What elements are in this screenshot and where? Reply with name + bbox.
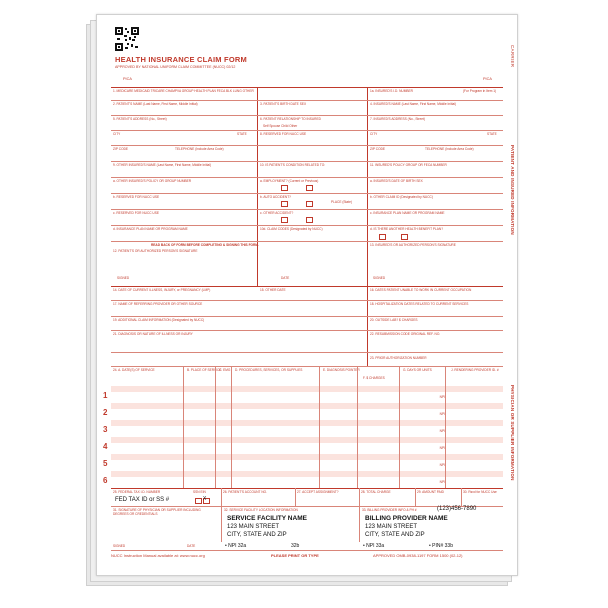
field-15: 15. OTHER DATE <box>260 288 286 292</box>
field-18: 18. HOSPITALIZATION DATES RELATED TO CURRENT SERVICES <box>370 302 469 306</box>
field-27: 27. ACCEPT ASSIGNMENT? <box>297 490 339 494</box>
field-1a-note: (For Program in Item 1) <box>463 89 497 93</box>
field-10: 10. IS PATIENT'S CONDITION RELATED TO: <box>260 163 326 167</box>
field-16: 16. DATES PATIENT UNABLE TO WORK IN CURRENT OCCUPATION <box>370 288 472 292</box>
physician-supplier-sidebar: PHYSICIAN OR SUPPLIER INFORMATION <box>510 385 515 481</box>
field-33: 33. BILLING PROVIDER INFO & PH # <box>362 508 417 512</box>
field-24b: B. PLACE OF SERVICE <box>187 368 222 372</box>
billing-name: BILLING PROVIDER NAME <box>365 515 448 522</box>
field-17: 17. NAME OF REFERRING PROVIDER OR OTHER SOURCE <box>113 302 203 306</box>
field-14: 14. DATE OF CURRENT ILLNESS, INJURY, or PREGNANCY (LMP) <box>113 288 211 292</box>
field-11c: c. INSURANCE PLAN NAME OR PROGRAM NAME <box>370 211 445 215</box>
ssn-checkbox-x: X <box>203 496 207 502</box>
field-24g: G. DAYS OR UNITS <box>403 368 432 372</box>
print-footer: PLEASE PRINT OR TYPE <box>271 553 319 558</box>
omb-footer: APPROVED OMB-0938-1197 FORM 1500 (02-12) <box>373 553 463 558</box>
field-state-ins: STATE <box>487 132 497 136</box>
service-line-number: 1 <box>103 391 108 400</box>
field-24j: J. RENDERING PROVIDER ID. # <box>451 368 499 372</box>
form-title: HEALTH INSURANCE CLAIM FORM <box>115 55 247 64</box>
field-3: 3. PATIENT'S BIRTH DATE SEX <box>260 102 307 106</box>
field-6: 6. PATIENT RELATIONSHIP TO INSURED <box>260 117 321 121</box>
field-9: 9. OTHER INSURED'S NAME (Last Name, First Name, Middle Initial) <box>113 163 212 167</box>
field-8: 8. RESERVED FOR NUCC USE <box>260 132 307 136</box>
field-10b-place: PLACE (State) <box>331 200 352 204</box>
field-30: 30. Rsvd for NUCC Use <box>463 490 497 494</box>
field-10a: a. EMPLOYMENT? (Current or Previous) <box>260 179 319 183</box>
npi-32a: • NPI 32a <box>225 543 247 549</box>
form-grid <box>103 87 503 564</box>
field-tel-ins: TELEPHONE (Include Area Code) <box>425 147 474 151</box>
field-28: 28. TOTAL CHARGE <box>361 490 391 494</box>
field-13: 13. INSURED'S OR AUTHORIZED PERSON'S SIGNATURE <box>370 243 456 247</box>
patient-insured-sidebar: PATIENT AND INSURED INFORMATION <box>510 145 515 235</box>
billing-phone: (123)456-7890 <box>437 506 477 512</box>
field-20: 20. OUTSIDE LAB? $ CHARGES <box>370 318 418 322</box>
field-24e: E. DIAGNOSIS POINTER <box>323 368 360 372</box>
field-24a: 24. A. DATE(S) OF SERVICE <box>113 368 155 372</box>
field-5: 5. PATIENT'S ADDRESS (No., Street) <box>113 117 167 121</box>
field-10c: c. OTHER ACCIDENT? <box>260 211 294 215</box>
field-19: 19. ADDITIONAL CLAIM INFORMATION (Designated by NUCC) <box>113 318 205 322</box>
field-city-ins: CITY <box>370 132 378 136</box>
pica-right: PICA <box>483 77 492 81</box>
facility-street: 123 MAIN STREET <box>227 524 280 530</box>
service-line-number: 5 <box>103 459 108 468</box>
field-24f: F. $ CHARGES <box>363 376 385 380</box>
signed-13: SIGNED <box>373 276 386 280</box>
read-back-notice: READ BACK OF FORM BEFORE COMPLETING & SIGNING THIS FORM. <box>151 243 259 247</box>
field-state: STATE <box>237 132 247 136</box>
field-10d: 10d. CLAIM CODES (Designated by NUCC) <box>260 227 323 231</box>
field-22: 22. RESUBMISSION CODE ORIGINAL REF. NO. <box>370 332 441 336</box>
field-zip: ZIP CODE <box>113 147 128 151</box>
field-24d: D. PROCEDURES, SERVICES, OR SUPPLIES <box>235 368 303 372</box>
field-2: 2. PATIENT'S NAME (Last Name, First Name, Middle Initial) <box>113 102 198 106</box>
field-9a: a. OTHER INSURED'S POLICY OR GROUP NUMBER <box>113 179 192 183</box>
field-23: 23. PRIOR AUTHORIZATION NUMBER <box>370 356 427 360</box>
field-21: 21. DIAGNOSIS OR NATURE OF ILLNESS OR INJURY <box>113 332 193 336</box>
field-26: 26. PATIENT'S ACCOUNT NO. <box>223 490 267 494</box>
field-25-ssn: SSN EIN <box>193 490 206 494</box>
billing-street: 123 MAIN STREET <box>365 524 418 530</box>
field-1a: 1a. INSURED'S I.D. NUMBER <box>370 89 413 93</box>
signed-31: SIGNED <box>113 544 126 548</box>
field-11b: b. OTHER CLAIM ID (Designated by NUCC) <box>370 195 433 199</box>
claim-form <box>96 14 518 576</box>
service-line-npi: NPI <box>439 429 445 433</box>
facility-name: SERVICE FACILITY NAME <box>227 515 307 522</box>
nucc-footer: NUCC Instruction Manual available at: www.nucc.org <box>111 553 205 558</box>
field-11d: d. IS THERE ANOTHER HEALTH BENEFIT PLAN? <box>370 227 443 231</box>
npi-32b: 32b <box>291 543 300 549</box>
tax-id-value: FED TAX ID or SS # <box>115 497 170 503</box>
field-9b: b. RESERVED FOR NUCC USE <box>113 195 160 199</box>
service-line-npi: NPI <box>439 395 445 399</box>
service-line-npi: NPI <box>439 412 445 416</box>
service-line-npi: NPI <box>439 463 445 467</box>
field-10b: b. AUTO ACCIDENT? <box>260 195 291 199</box>
npi-33a: • NPI 33a <box>363 543 385 549</box>
signed-12: SIGNED <box>117 276 130 280</box>
field-25: 25. FEDERAL TAX I.D. NUMBER <box>113 490 161 494</box>
field-zip-ins: ZIP CODE <box>370 147 385 151</box>
service-line-npi: NPI <box>439 480 445 484</box>
date-31: DATE <box>187 544 196 548</box>
field-9c: c. RESERVED FOR NUCC USE <box>113 211 159 215</box>
carrier-label: CARRIER <box>510 45 515 68</box>
field-city: CITY <box>113 132 121 136</box>
field-31: 31. SIGNATURE OF PHYSICIAN OR SUPPLIER INCLUDING DEGREES OR CREDENTIALS <box>113 508 201 516</box>
service-line-number: 6 <box>103 476 108 485</box>
service-line-number: 3 <box>103 425 108 434</box>
field-24c: C. EMG <box>219 368 231 372</box>
field-11a: a. INSURED'S DATE OF BIRTH SEX <box>370 179 423 183</box>
field-9d: d. INSURANCE PLAN NAME OR PROGRAM NAME <box>113 227 188 231</box>
billing-city: CITY, STATE AND ZIP <box>365 532 425 538</box>
date-12: DATE <box>281 276 290 280</box>
field-29: 29. AMOUNT PAID <box>417 490 444 494</box>
field-7: 7. INSURED'S ADDRESS (No., Street) <box>370 117 425 121</box>
field-tel: TELEPHONE (Include Area Code) <box>175 147 224 151</box>
field-4: 4. INSURED'S NAME (Last Name, First Name, Middle Initial) <box>370 102 456 106</box>
approved-by: APPROVED BY NATIONAL UNIFORM CLAIM COMMITTEE (NUCC) 02/12 <box>115 65 236 69</box>
service-line-number: 4 <box>103 442 108 451</box>
field-6-options: Self Spouse Child Other <box>263 124 298 128</box>
pica-left: PICA <box>123 77 132 81</box>
field-1: 1. MEDICARE MEDICAID TRICARE CHAMPVA GROUP HEALTH PLAN FECA BLK LUNG OTHER <box>113 89 254 93</box>
field-11: 11. INSURED'S POLICY GROUP OR FECA NUMBER <box>370 163 447 167</box>
pin-33b: • PIN# 33b <box>429 543 453 549</box>
service-line-number: 2 <box>103 408 108 417</box>
field-12: 12. PATIENT'S OR AUTHORIZED PERSON'S SIGNATURE <box>113 249 198 253</box>
field-32: 32. SERVICE FACILITY LOCATION INFORMATION <box>224 508 298 512</box>
service-line-npi: NPI <box>439 446 445 450</box>
qr-code-icon <box>115 27 139 51</box>
facility-city: CITY, STATE AND ZIP <box>227 532 287 538</box>
